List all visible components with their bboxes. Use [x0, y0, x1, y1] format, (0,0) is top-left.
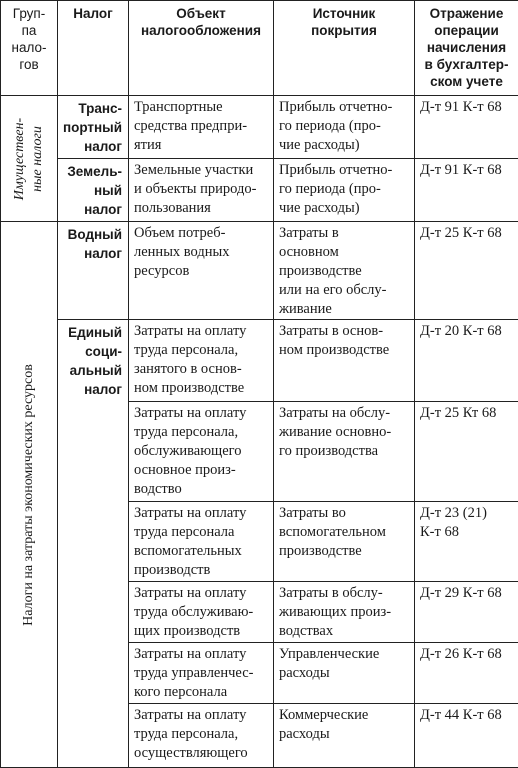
operation-cell: Д-т 25 Кт 68: [415, 402, 518, 502]
header-object: Объект налогообложения: [129, 1, 274, 96]
group-cell-resources: [1, 222, 58, 768]
group-label-resources: Налоги на затраты экономических ресурсов: [20, 364, 38, 626]
object-cell: Затраты на оплату труда персонала, осуществляющего: [129, 704, 274, 768]
object-cell: Затраты на оплату труда управленчес- кого персонала: [129, 643, 274, 704]
operation-cell: Д-т 29 К-т 68: [415, 582, 518, 643]
header-group: Груп- па нало- гов: [1, 1, 58, 96]
table-row: [1, 96, 518, 159]
object-cell: Затраты на оплату труда персонала, занятого в основ- ном производстве: [129, 320, 274, 402]
header-source: Источник покрытия: [274, 1, 415, 96]
table-row: [1, 222, 518, 320]
operation-cell: Д-т 25 К-т 68: [415, 222, 518, 320]
tax-name: Транс- портный налог: [58, 96, 129, 159]
group-label-property: Имуществен- ные налоги: [11, 117, 47, 199]
table-row: [1, 320, 518, 402]
object-cell: Объем потреб- ленных водных ресурсов: [129, 222, 274, 320]
tax-name: Земель- ный налог: [58, 159, 129, 222]
tax-name: Водный налог: [58, 222, 129, 320]
operation-cell: Д-т 20 К-т 68: [415, 320, 518, 402]
header-operation: Отражение операции начисления в бухгалтер- ском учете: [415, 1, 518, 96]
source-cell: Затраты на обслу- живание основно- го производства: [274, 402, 415, 502]
header-tax: Налог: [58, 1, 129, 96]
source-cell: Управленческие расходы: [274, 643, 415, 704]
source-cell: Затраты в основ- ном производстве: [274, 320, 415, 402]
object-cell: Транспортные средства предпри- ятия: [129, 96, 274, 159]
operation-cell: Д-т 23 (21) К-т 68: [415, 502, 518, 582]
tax-name: Единый соци- альный налог: [58, 320, 129, 768]
group-cell-property: [1, 96, 58, 222]
source-cell: Прибыль отчетно- го периода (про- чие расходы): [274, 96, 415, 159]
source-cell: Затраты в обслу- живающих произ- водствах: [274, 582, 415, 643]
operation-cell: Д-т 91 К-т 68: [415, 159, 518, 222]
operation-cell: Д-т 44 К-т 68: [415, 704, 518, 768]
object-cell: Земельные участки и объекты природо- пользования: [129, 159, 274, 222]
source-cell: Затраты во вспомогательном производстве: [274, 502, 415, 582]
object-cell: Затраты на оплату труда персонала вспомогательных производств: [129, 502, 274, 582]
header-row: [1, 1, 518, 96]
object-cell: Затраты на оплату труда обслуживаю- щих производств: [129, 582, 274, 643]
operation-cell: Д-т 26 К-т 68: [415, 643, 518, 704]
object-cell: Затраты на оплату труда персонала, обслуживающего основное произ- водство: [129, 402, 274, 502]
operation-cell: Д-т 91 К-т 68: [415, 96, 518, 159]
table-row: [1, 159, 518, 222]
source-cell: Прибыль отчетно- го периода (про- чие расходы): [274, 159, 415, 222]
source-cell: Затраты в основном производстве или на его обслу- живание: [274, 222, 415, 320]
source-cell: Коммерческие расходы: [274, 704, 415, 768]
